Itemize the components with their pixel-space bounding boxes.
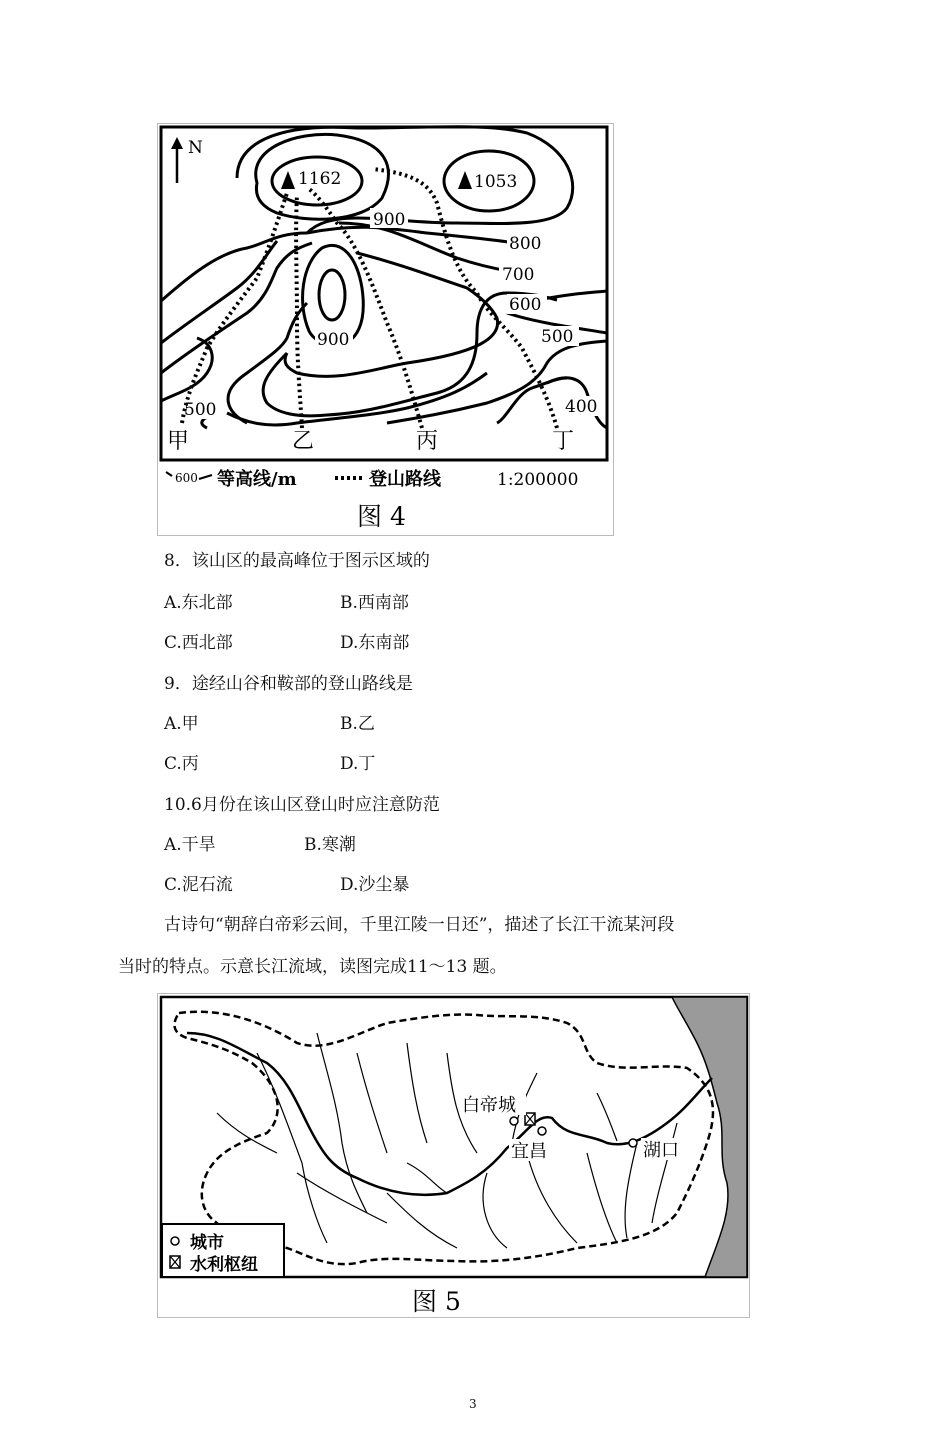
question-10-stem: 10.6月份在该山区登山时应注意防范 [164, 795, 440, 815]
question-9-stem: 9．途经山谷和鞍部的登山路线是 [164, 674, 413, 694]
contour-label-700: 700 [502, 265, 535, 285]
question-9-option-c[interactable]: C.丙 [164, 754, 199, 774]
page-number: 3 [469, 1397, 477, 1411]
question-10-option-a[interactable]: A.干旱 [164, 835, 216, 855]
question-9-option-d[interactable]: D.丁 [340, 754, 376, 774]
legend-route-label: 登山路线 [369, 469, 441, 490]
route-jia [182, 193, 287, 423]
legend-contour-label: 等高线/m [217, 469, 297, 490]
legend-dam-icon [170, 1256, 180, 1268]
contour-label-900-inner: 900 [317, 330, 350, 350]
city-hukou-icon [629, 1139, 637, 1147]
legend-city-label: 城市 [190, 1233, 224, 1253]
intro-line-1: 古诗句“朝辞白帝彩云间，千里江陵一日还”，描述了长江干流某河段 [164, 915, 675, 935]
label-baidicheng: 白帝城 [462, 1095, 516, 1116]
contour-label-500-west: 500 [184, 400, 217, 420]
yangtze-main-stream [187, 1033, 712, 1195]
route-label-jia: 甲 [167, 429, 190, 454]
peak-1162-icon [281, 171, 295, 189]
city-yichang-icon [538, 1127, 546, 1135]
figure-5-legend [162, 1224, 284, 1277]
contour-label-800: 800 [509, 234, 542, 254]
peak-1162-label: 1162 [298, 169, 342, 189]
figure-4-legend [166, 468, 578, 490]
north-arrow-icon [171, 137, 203, 183]
peak-1053-icon [458, 171, 472, 189]
label-yichang: 宜昌 [511, 1141, 547, 1162]
question-10-option-d[interactable]: D.沙尘暴 [340, 875, 410, 895]
question-8-stem: 8．该山区的最高峰位于图示区域的 [164, 551, 430, 571]
contour-label-500-east: 500 [541, 327, 574, 347]
figure-5-caption: 图 5 [412, 1287, 461, 1316]
city-baidicheng-icon [510, 1117, 518, 1125]
question-10-option-c[interactable]: C.泥石流 [164, 875, 233, 895]
figure-4-contour-map [157, 123, 614, 536]
dam-icon [525, 1113, 535, 1125]
route-label-bing: 丙 [416, 429, 439, 454]
question-8-option-c[interactable]: C.西北部 [164, 633, 233, 653]
route-label-yi: 乙 [292, 429, 315, 454]
route-label-ding: 丁 [552, 429, 575, 454]
figure-5-yangtze-map [157, 993, 750, 1318]
label-hukou: 湖口 [643, 1140, 679, 1161]
intro-line-2: 当时的特点。示意长江流域，读图完成11～13 题。 [118, 957, 507, 977]
north-label: N [188, 138, 203, 158]
peak-1053-label: 1053 [474, 172, 518, 192]
question-9-option-a[interactable]: A.甲 [164, 714, 199, 734]
contour-label-600: 600 [509, 295, 542, 315]
question-8-option-d[interactable]: D.东南部 [340, 633, 410, 653]
question-8-option-a[interactable]: A.东北部 [164, 593, 233, 613]
figure-4-caption: 图 4 [357, 502, 406, 531]
question-8-option-b[interactable]: B.西南部 [340, 593, 409, 613]
legend-dam-label: 水利枢纽 [190, 1255, 258, 1275]
question-9-option-b[interactable]: B.乙 [340, 714, 375, 734]
legend-city-icon [171, 1237, 179, 1245]
contour-label-900: 900 [373, 210, 406, 230]
question-10-option-b[interactable]: B.寒潮 [304, 835, 356, 855]
legend-contour-value: 600 [175, 471, 198, 485]
tributaries [217, 1033, 677, 1248]
legend-contour-symbol [166, 472, 172, 476]
map-scale: 1:200000 [497, 470, 579, 490]
contour-label-400: 400 [565, 397, 598, 417]
